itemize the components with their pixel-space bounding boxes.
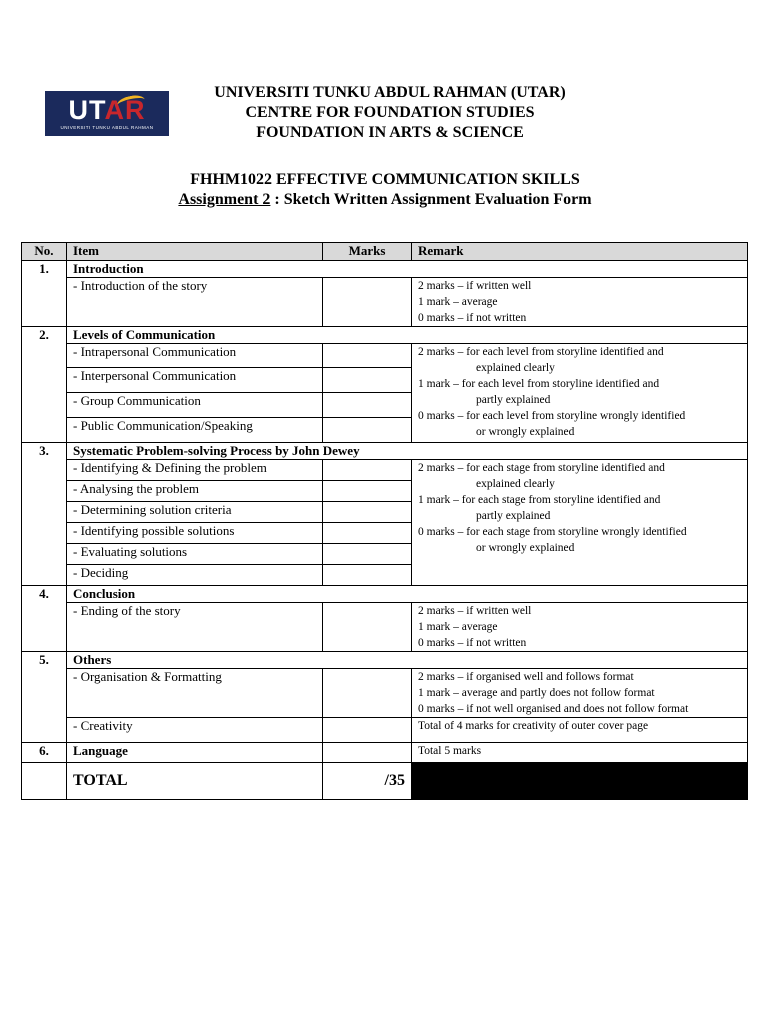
remark-cell: 2 marks – if written well 1 mark – average 0 marks – if not written [412,603,748,652]
remark-cell: 2 marks – for each level from storyline identified and explained clearly 1 mark – for each level from storyline identified and partly explained 0 marks – for each level from storyline wrongly identified or wrongly explained [412,344,748,443]
item-cell: - Deciding [67,565,323,586]
total-label: TOTAL [67,763,323,800]
section-title: Others [67,652,748,669]
marks-cell[interactable] [323,460,412,481]
remark-cell: Total of 4 marks for creativity of outer cover page [412,718,748,743]
section-number: 2. [22,327,67,443]
section-row [22,743,748,763]
marks-cell[interactable] [323,393,412,418]
institution-header [160,83,620,143]
item-cell: - Group Communication [67,393,323,418]
marks-cell[interactable] [323,278,412,327]
course-title-block [100,170,670,210]
section-title: Levels of Communication [67,327,748,344]
marks-cell[interactable] [323,344,412,368]
form-title-text: : Sketch Written Assignment Evaluation Form [270,191,592,208]
section-title: Systematic Problem-solving Process by John Dewey [67,443,748,460]
marks-cell[interactable] [323,368,412,393]
centre-name: CENTRE FOR FOUNDATION STUDIES [245,104,535,121]
section-row [22,327,748,344]
item-cell: - Determining solution criteria [67,502,323,523]
item-cell: - Identifying possible solutions [67,523,323,544]
header-item: Item [67,243,323,261]
marks-cell[interactable] [323,418,412,443]
assignment-label: Assignment 2 [178,191,271,208]
marks-cell[interactable] [323,718,412,743]
item-cell: - Interpersonal Communication [67,368,323,393]
table-row [22,669,748,718]
logo-subtext: UNIVERSITI TUNKU ABDUL RAHMAN [60,124,154,130]
section-number: 1. [22,261,67,327]
marks-cell[interactable] [323,502,412,523]
marks-cell[interactable] [323,523,412,544]
section-number: 4. [22,586,67,652]
form-title [100,190,670,210]
item-cell: - Creativity [67,718,323,743]
section-row [22,443,748,460]
evaluation-table [21,242,748,800]
item-cell: - Analysing the problem [67,481,323,502]
table-row [22,344,748,368]
section-row [22,586,748,603]
utar-logo [45,91,169,136]
remark-cell: Total 5 marks [412,743,748,763]
marks-cell[interactable] [323,544,412,565]
total-no-cell [22,763,67,800]
remark-cell: 2 marks – for each stage from storyline identified and explained clearly 1 mark – for each stage from storyline identified and partly explained 0 marks – for each stage from storyline wrongly identified or wrongly explained [412,460,748,586]
section-row [22,652,748,669]
table-row [22,603,748,652]
item-cell: - Evaluating solutions [67,544,323,565]
header-no: No. [22,243,67,261]
university-name: UNIVERSITI TUNKU ABDUL RAHMAN (UTAR) [214,84,566,101]
logo-wordmark: UTAR [68,94,146,125]
header-remark: Remark [412,243,748,261]
table-header-row [22,243,748,261]
remark-cell: 2 marks – if written well 1 mark – average 0 marks – if not written [412,278,748,327]
table-row [22,278,748,327]
course-title: FHHM1022 EFFECTIVE COMMUNICATION SKILLS [190,171,580,188]
section-number: 6. [22,743,67,763]
section-title: Conclusion [67,586,748,603]
section-title: Language [67,743,323,763]
total-row [22,763,748,800]
table-row [22,718,748,743]
table-row [22,460,748,481]
item-cell: - Introduction of the story [67,278,323,327]
item-cell: - Organisation & Formatting [67,669,323,718]
marks-cell[interactable] [323,565,412,586]
marks-cell[interactable] [323,669,412,718]
item-cell: - Intrapersonal Communication [67,344,323,368]
section-title: Introduction [67,261,748,278]
section-row [22,261,748,278]
total-marks: /35 [323,763,412,800]
programme-name: FOUNDATION IN ARTS & SCIENCE [256,124,524,141]
item-cell: - Public Communication/Speaking [67,418,323,443]
marks-cell[interactable] [323,481,412,502]
item-cell: - Ending of the story [67,603,323,652]
section-number: 5. [22,652,67,743]
item-cell: - Identifying & Defining the problem [67,460,323,481]
marks-cell[interactable] [323,743,412,763]
remark-cell: 2 marks – if organised well and follows format 1 mark – average and partly does not follow format 0 marks – if not well organised and does not follow format [412,669,748,718]
section-number: 3. [22,443,67,586]
total-remark-blackout [412,763,748,800]
header-marks: Marks [323,243,412,261]
marks-cell[interactable] [323,603,412,652]
